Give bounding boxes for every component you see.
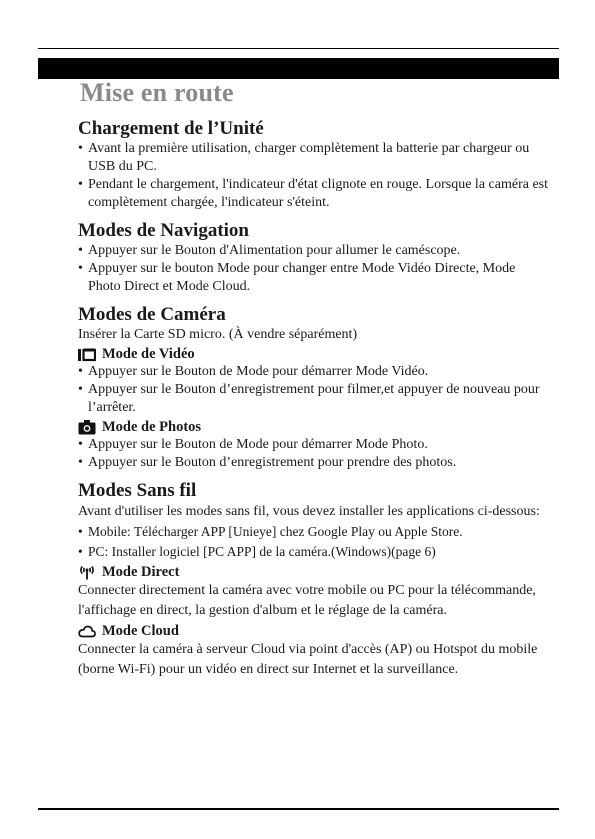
bullet-list: [78, 522, 548, 562]
page-title: Mise en route: [80, 78, 234, 107]
bottom-rule: [38, 808, 559, 810]
list-item: • Mobile: Télécharger APP [Unieye] chez Google Play ou Apple Store.: [78, 522, 548, 542]
list-item: • Avant la première utilisation, charger complètement la batterie par chargeur ou USB du PC.: [78, 140, 548, 176]
paragraph: Connecter directement la caméra avec votre mobile ou PC pour la télécommande, l'affichage en direct, la gestion d'album et le réglage de la caméra.: [78, 583, 536, 618]
bullet-list: [78, 140, 548, 212]
section-wireless: [78, 480, 548, 680]
section-heading: Modes de Caméra: [78, 304, 226, 325]
bullet-list: [78, 242, 548, 296]
subheading-label: Mode Cloud: [102, 623, 179, 639]
subheading-video-mode: [78, 345, 548, 363]
subheading-label: Mode de Vidéo: [102, 346, 195, 362]
wireless-signal-icon: [78, 564, 96, 580]
list-item: • Appuyer sur le Bouton d’enregistrement pour prendre des photos.: [78, 454, 548, 472]
section-intro: Avant d'utiliser les modes sans fil, vous devez installer les applications ci-dessous:: [78, 504, 540, 519]
list-item: • Appuyer sur le Bouton d'Alimentation pour allumer le caméscope.: [78, 242, 548, 260]
subheading-direct-mode: [78, 563, 548, 581]
section-heading: Chargement de l’Unité: [78, 118, 264, 139]
section-heading: Modes de Navigation: [78, 220, 249, 241]
content: [78, 118, 548, 688]
subheading-cloud-mode: [78, 622, 548, 640]
section-intro: Insérer la Carte SD micro. (À vendre séparément): [78, 327, 358, 342]
list-item: • Appuyer sur le bouton Mode pour changer entre Mode Vidéo Directe, Mode Photo Direct et Mode Cloud.: [78, 260, 548, 296]
subheading-photo-mode: [78, 418, 548, 436]
section-charging: [78, 118, 548, 212]
bullet-list: [78, 436, 548, 472]
section-camera: [78, 304, 548, 472]
header-band: [38, 58, 559, 79]
list-item: • PC: Installer logiciel [PC APP] de la caméra.(Windows)(page 6): [78, 542, 548, 562]
list-item: • Pendant le chargement, l'indicateur d'état clignote en rouge. Lorsque la caméra est complètement chargée, l'indicateur s'éteint.: [78, 176, 548, 212]
subheading-label: Mode Direct: [102, 564, 180, 580]
list-item: • Appuyer sur le Bouton d’enregistrement pour filmer,et appuyer de nouveau pour l’arrêter.: [78, 381, 548, 417]
paragraph: Connecter la caméra à serveur Cloud via point d'accès (AP) ou Hotspot du mobile (borne Wi-Fi) pour un vidéo en direct sur Internet et la surveillance.: [78, 642, 538, 677]
top-rule: [38, 48, 559, 49]
video-mode-icon: [78, 346, 96, 362]
bullet-list: [78, 363, 548, 417]
section-heading: Modes Sans fil: [78, 480, 197, 501]
section-navigation: [78, 220, 548, 296]
list-item: • Appuyer sur le Bouton de Mode pour démarrer Mode Vidéo.: [78, 363, 548, 381]
cloud-icon: [78, 623, 96, 639]
subheading-label: Mode de Photos: [102, 419, 202, 435]
list-item: • Appuyer sur le Bouton de Mode pour démarrer Mode Photo.: [78, 436, 548, 454]
camera-icon: [78, 419, 96, 435]
